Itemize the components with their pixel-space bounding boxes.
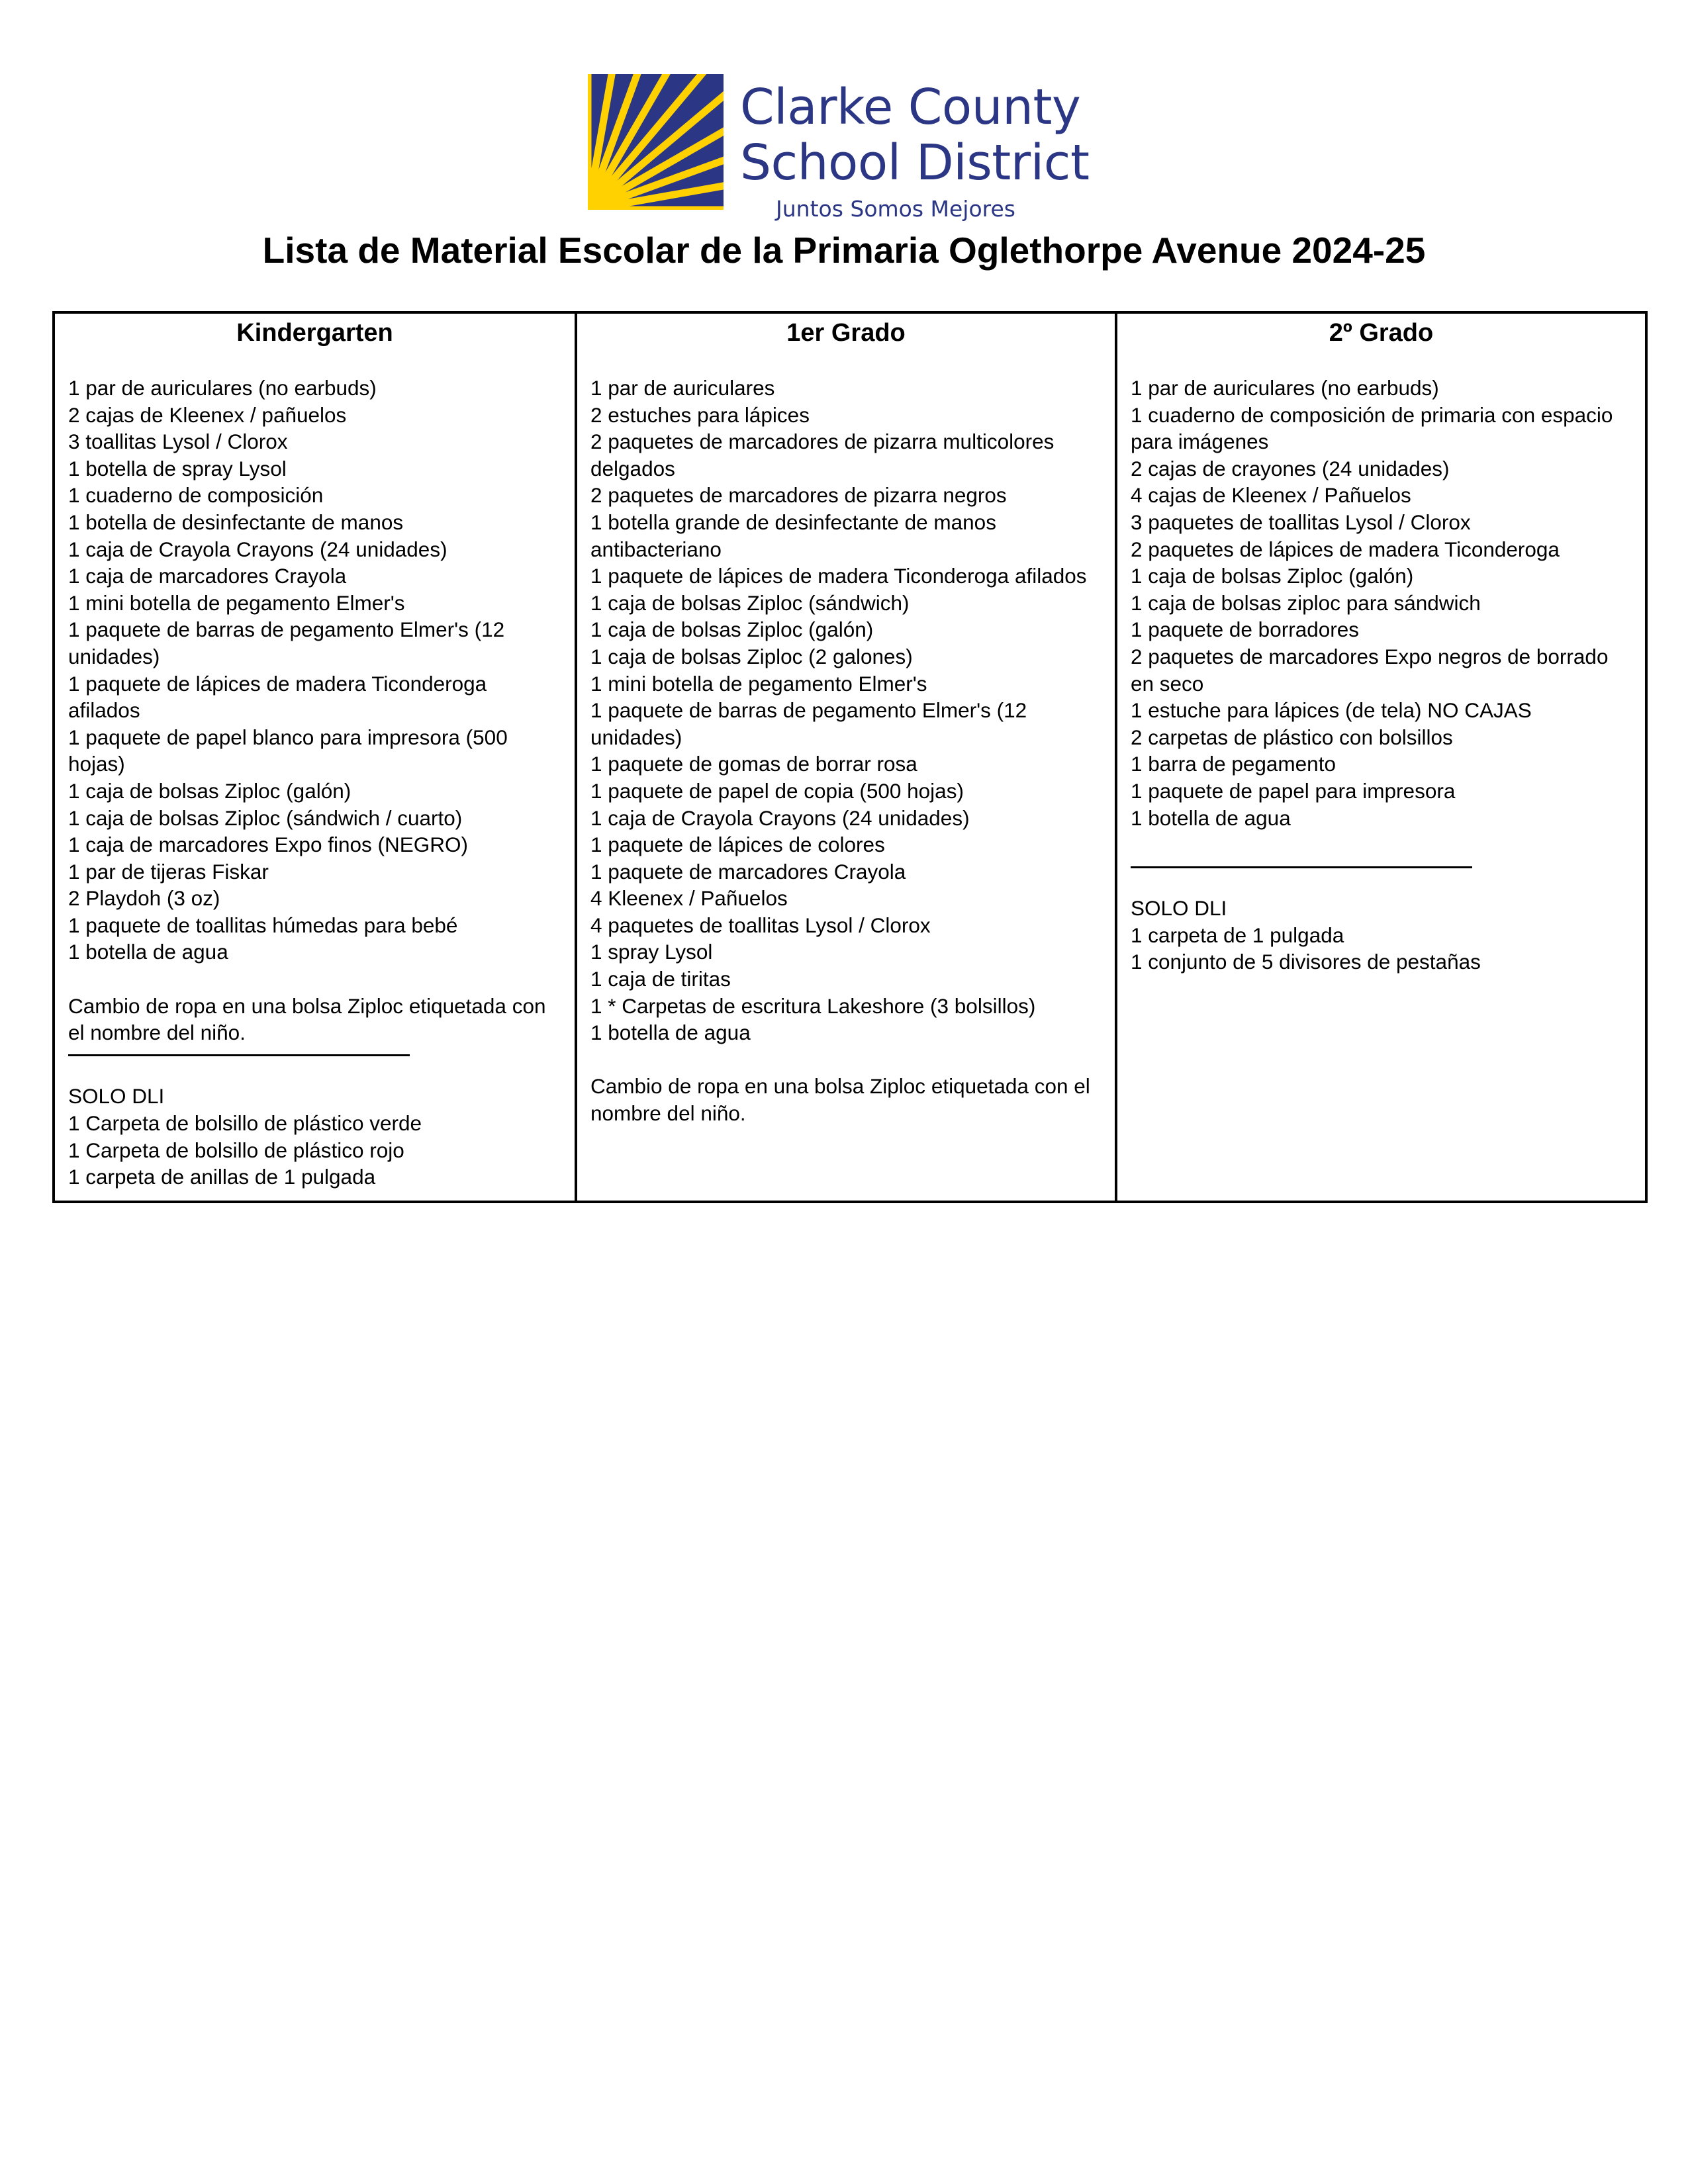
list-item: 1 caja de Crayola Crayons (24 unidades) [590,805,970,830]
dli-item: 1 conjunto de 5 divisores de pestañas [1131,950,1481,974]
list-item: 1 spray Lysol [590,940,713,964]
list-item: 1 paquete de lápices de madera Ticonderoga afilados [68,671,487,723]
list-item: 1 par de auriculares (no earbuds) [1131,376,1439,400]
list-item: 2 carpetas de plástico con bolsillos [1131,725,1453,749]
list-item: 2 paquetes de marcadores de pizarra negros [590,483,1007,508]
list-item: 1 caja de bolsas Ziploc (galón) [1131,564,1414,588]
list-item: 1 par de auriculares [590,376,775,400]
logo-line2: School District [740,134,1090,191]
dli-heading: SOLO DLI [68,1084,165,1109]
list-item: 1 botella de agua [1131,805,1291,830]
column-heading: 2º Grado [1329,319,1434,347]
list-item: 2 cajas de crayones (24 unidades) [1131,456,1450,480]
list-item: 1 paquete de marcadores Crayola [590,859,906,884]
dli-item: 1 carpeta de anillas de 1 pulgada [68,1165,376,1189]
list-item: 1 paquete de barras de pegamento Elmer's (12 unidades) [68,617,505,668]
list-item: 2 estuches para lápices [590,402,810,427]
district-logo [588,74,1104,222]
list-item: 1 mini botella de pegamento Elmer's [590,671,927,696]
dli-item: 1 Carpeta de bolsillo de plástico rojo [68,1138,404,1162]
list-item: 1 paquete de toallitas húmedas para bebé [68,913,458,937]
list-item: 1 caja de bolsas Ziploc (sándwich / cuarto) [68,805,463,830]
dli-list [1131,922,1632,976]
supply-list [68,375,561,966]
list-item: 1 estuche para lápices (de tela) NO CAJAS [1131,698,1532,723]
logo-tagline: Juntos Somos Mejores [776,196,1016,222]
list-item: 2 cajas de Kleenex / pañuelos [68,402,347,427]
list-item: 1 cuaderno de composición de primaria con espacio para imágenes [1131,402,1613,454]
list-item: 1 paquete de papel para impresora [1131,778,1456,803]
column-grade1 [575,314,1115,1201]
list-item: 2 paquetes de marcadores de pizarra multicolores delgados [590,430,1055,480]
list-item: 4 Kleenex / Pañuelos [590,886,788,911]
list-item: 1 paquete de papel de copia (500 hojas) [590,778,964,803]
supply-list [1131,375,1632,831]
list-item: 2 paquetes de lápices de madera Ticonderoga [1131,537,1560,561]
list-item: 1 caja de bolsas Ziploc (galón) [590,617,874,642]
list-item: 1 caja de bolsas Ziploc (galón) [68,778,352,803]
list-item: 1 paquete de lápices de madera Ticonderoga afilados [590,564,1087,588]
list-item: 2 paquetes de marcadores Expo negros de borrado en seco [1131,644,1609,696]
dli-list [68,1110,561,1191]
list-item: 1 botella de agua [590,1021,751,1045]
clothing-note: Cambio de ropa en una bolsa Ziploc etiquetada con el nombre del niño. [68,993,546,1045]
list-item: 1 botella de agua [68,940,228,964]
list-item: 1 caja de Crayola Crayons (24 unidades) [68,537,447,561]
list-item: 1 cuaderno de composición [68,483,324,508]
column-heading: Kindergarten [236,319,393,347]
list-item: 1 barra de pegamento [1131,752,1336,776]
list-item: 4 cajas de Kleenex / Pañuelos [1131,483,1411,508]
list-item: 1 caja de marcadores Expo finos (NEGRO) [68,833,468,857]
list-item: 1 paquete de papel blanco para impresora (500 hojas) [68,725,508,776]
list-item: 1 par de tijeras Fiskar [68,859,269,884]
list-item: 3 paquetes de toallitas Lysol / Clorox [1131,510,1471,534]
list-item: 1 paquete de lápices de colores [590,833,885,857]
supply-table [52,311,1648,1203]
logo-line1: Clarke County [740,79,1081,136]
list-item: 1 paquete de gomas de borrar rosa [590,752,917,776]
list-item: 1 botella de desinfectante de manos [68,510,404,534]
list-item: 1 caja de bolsas Ziploc (2 galones) [590,644,913,668]
list-item: 1 botella grande de desinfectante de manos antibacteriano [590,510,996,561]
list-item: 1 caja de bolsas Ziploc (sándwich) [590,590,910,615]
column-kindergarten [55,314,575,1201]
list-item: 1 paquete de barras de pegamento Elmer's (12 unidades) [590,698,1027,749]
dli-item: 1 carpeta de 1 pulgada [1131,923,1344,947]
logo-wordmark [740,74,1089,222]
column-grade2 [1115,314,1645,1201]
column-heading: 1er Grado [786,319,906,347]
dli-heading: SOLO DLI [1131,896,1227,921]
sunburst-icon [588,74,724,210]
list-item: 1 par de auriculares (no earbuds) [68,376,377,400]
list-item: 1 botella de spray Lysol [68,456,287,480]
list-item: 1 * Carpetas de escritura Lakeshore (3 bolsillos) [590,993,1036,1018]
list-item: 1 caja de tiritas [590,967,731,991]
list-item: 1 mini botella de pegamento Elmer's [68,590,405,615]
list-item: 1 caja de bolsas ziploc para sándwich [1131,590,1481,615]
list-item: 4 paquetes de toallitas Lysol / Clorox [590,913,931,937]
list-item: 3 toallitas Lysol / Clorox [68,430,288,454]
list-item: 1 paquete de borradores [1131,617,1360,642]
list-item: 2 Playdoh (3 oz) [68,886,220,911]
supply-list [590,375,1102,1046]
dli-item: 1 Carpeta de bolsillo de plástico verde [68,1111,422,1136]
page-title: Lista de Material Escolar de la Primaria Oglethorpe Avenue 2024-25 [262,230,1426,271]
clothing-note: Cambio de ropa en una bolsa Ziploc etiquetada con el nombre del niño. [590,1074,1090,1126]
list-item: 1 caja de marcadores Crayola [68,564,347,588]
